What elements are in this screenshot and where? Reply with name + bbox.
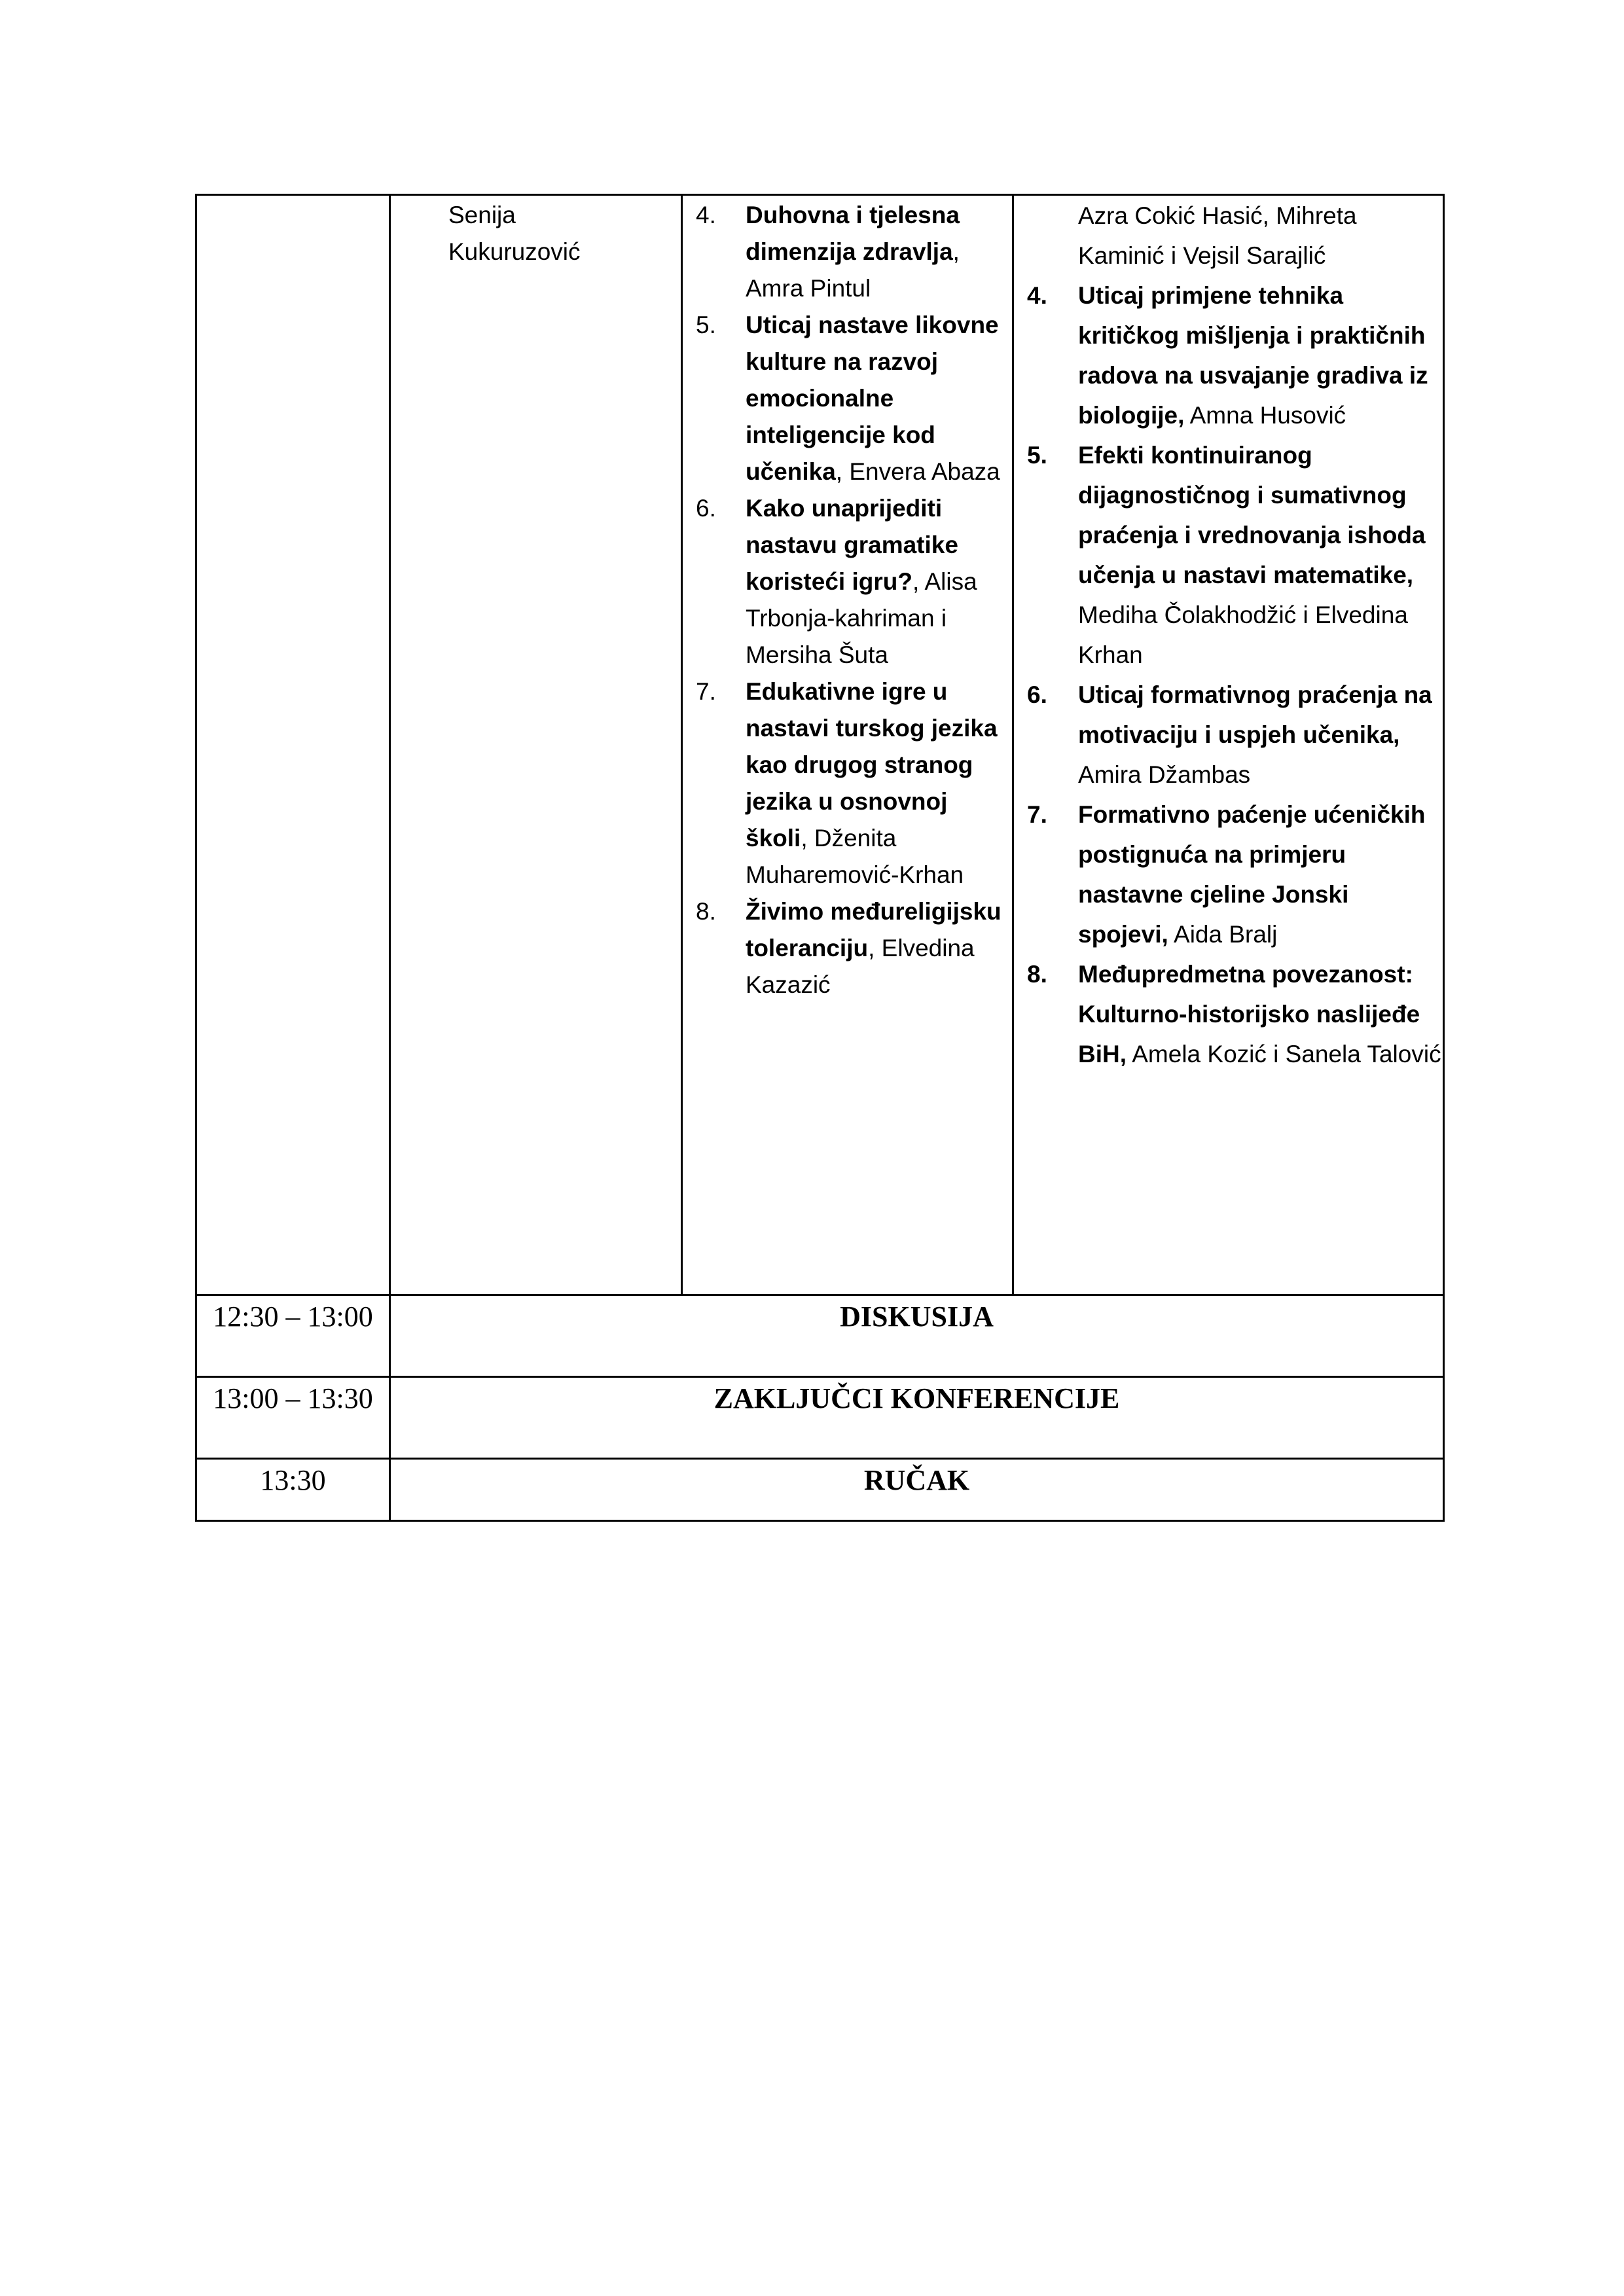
talk-number: 6.	[696, 495, 716, 522]
program-table	[195, 194, 1445, 1522]
time-cell: 12:30 – 13:00	[196, 1295, 390, 1377]
talk-title: Uticaj primjene tehnika kritičkog mišljenja i praktičnih radova na usvajanje gradiva iz biologije,	[1078, 282, 1428, 429]
schedule-row-discussion	[196, 1295, 1444, 1377]
talk-number: 4.	[1027, 282, 1047, 309]
schedule-row-conclusions	[196, 1377, 1444, 1459]
list-item	[696, 893, 1012, 1003]
schedule-row-lunch	[196, 1459, 1444, 1521]
talk-title: Kako unaprijediti nastavu gramatike koristeći igru?	[746, 495, 958, 595]
talk-number: 7.	[1027, 801, 1047, 828]
session2-talk-list	[1014, 276, 1443, 1074]
list-item	[1027, 276, 1443, 435]
list-item	[1027, 795, 1443, 954]
talk-authors: Amira Džambas	[1078, 761, 1251, 788]
time-cell: 13:00 – 13:30	[196, 1377, 390, 1459]
list-item	[1027, 435, 1443, 675]
continued-authors: Azra Cokić Hasić, Mihreta Kaminić i Vejsil Sarajlić	[1078, 202, 1357, 269]
talk-authors: , Envera Abaza	[835, 458, 1000, 485]
talk-number: 6.	[1027, 681, 1047, 708]
talk-title: Živimo međureligijsku toleranciju	[746, 898, 1001, 961]
session1-cell	[682, 195, 1013, 1295]
talk-number: 4.	[696, 202, 716, 228]
chair-cell	[390, 195, 682, 1295]
list-item	[696, 490, 1012, 673]
talk-title: Duhovna i tjelesna dimenzija zdravlja	[746, 202, 960, 265]
talk-number: 5.	[1027, 442, 1047, 469]
talk-title: Uticaj nastave likovne kulture na razvoj emocionalne inteligencije kod učenika	[746, 312, 999, 485]
sessions-row	[196, 195, 1444, 1295]
talk-number: 8.	[1027, 961, 1047, 988]
time-cell-empty	[196, 195, 390, 1295]
talk-number: 5.	[696, 312, 716, 338]
talk-authors: Mediha Čolakhodžić i Elvedina Krhan	[1078, 601, 1408, 668]
talk-number: 8.	[696, 898, 716, 925]
talk-authors: , Elvedina Kazazić	[746, 935, 975, 998]
schedule-title: ZAKLJUČCI KONFERENCIJE	[390, 1377, 1444, 1459]
list-item	[1027, 954, 1443, 1074]
talk-authors: , Alisa Trbonja-kahriman i Mersiha Šuta	[746, 568, 977, 668]
talk-title: Uticaj formativnog praćenja na motivaciju i uspjeh učenika,	[1078, 681, 1432, 748]
session2-cell	[1013, 195, 1444, 1295]
chair-name-line2: Kukuruzović	[448, 238, 581, 265]
schedule-title: DISKUSIJA	[390, 1295, 1444, 1377]
schedule-title: RUČAK	[390, 1459, 1444, 1521]
list-item	[696, 307, 1012, 490]
session1-talk-list	[683, 196, 1012, 1003]
talk-authors: Amna Husović	[1184, 402, 1346, 429]
talk-authors: Aida Bralj	[1168, 921, 1278, 948]
talk-title: Međupredmetna povezanost: Kulturno-historijsko naslijeđe BiH,	[1078, 961, 1420, 1067]
time-cell: 13:30	[196, 1459, 390, 1521]
talk-title: Edukativne igre u nastavi turskog jezika kao drugog stranog jezika u osnovnoj školi	[746, 678, 998, 852]
talk-authors: Amela Kozić i Sanela Talović	[1127, 1041, 1441, 1067]
list-item	[1027, 675, 1443, 795]
talk-number: 7.	[696, 678, 716, 705]
talk-authors: , Amra Pintul	[746, 238, 960, 302]
talk-title: Efekti kontinuiranog dijagnostičnog i sumativnog praćenja i vrednovanja ishoda učenja u nastavi matematike,	[1078, 442, 1426, 588]
list-item	[696, 673, 1012, 893]
talk-authors: , Dženita Muharemović-Krhan	[746, 825, 964, 888]
talk-title: Formativno paćenje ućeničkih postignuća na primjeru nastavne cjeline Jonski spojevi,	[1078, 801, 1426, 948]
chair-name-line1: Senija	[448, 202, 516, 228]
list-item	[696, 197, 1012, 307]
